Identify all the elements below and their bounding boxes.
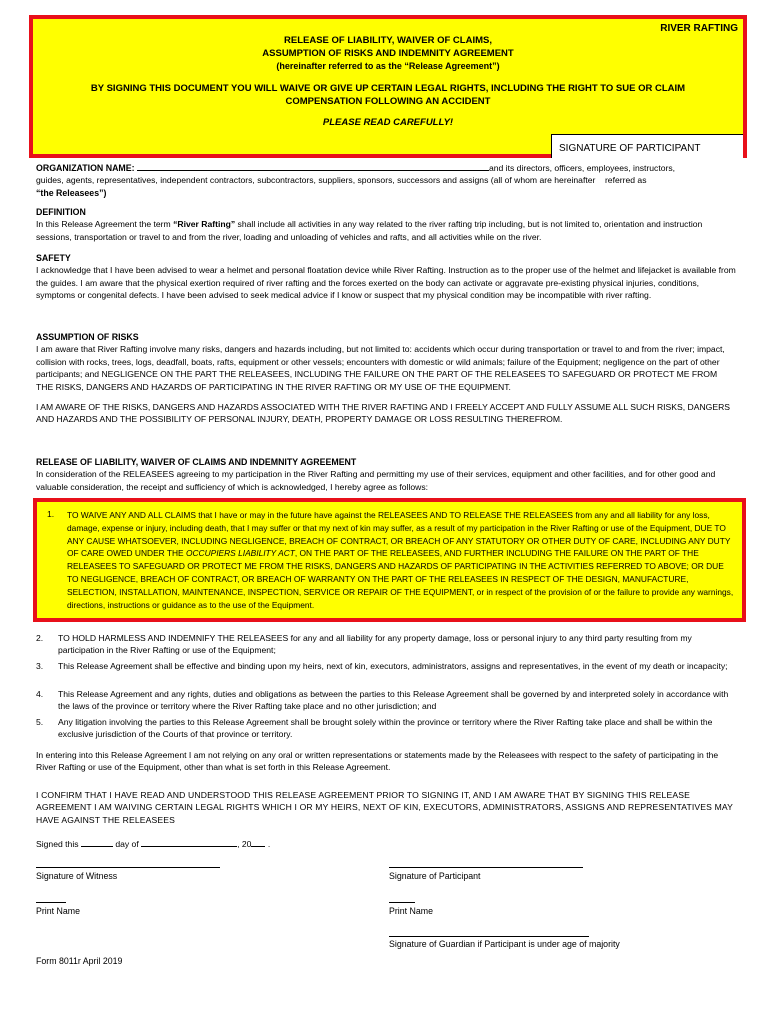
clause-3-number: 3.	[36, 661, 44, 671]
participant-signature-label: Signature of Participant	[389, 871, 481, 881]
signed-date-line	[36, 837, 736, 850]
clause-2	[36, 633, 736, 657]
entering-statement: In entering into this Release Agreement I am not relying on any oral or written representations or statements made by the Releasees with respect to the safety of participating in the River Rafting or use of the Equipment, other than what is set forth in this Release Agreement.	[36, 750, 719, 772]
guardian-signature-line[interactable]	[389, 936, 589, 937]
clause-1-act: OCCUPIERS LIABILITY ACT	[185, 548, 295, 559]
signed-month-field[interactable]	[141, 837, 237, 847]
safety-body: I acknowledge that I have been advised to wear a helmet and personal floatation device while River Rafting. Instruction as to the proper use of the helmet and lifejacket is available from the guides. I am aware that the physical exertion required of river rafting and the forces exerted on the body can activate or aggravate pre-existing physical injuries, conditions, symptoms or congenital defects. I have been advised to seek medical advice if I know or suspect that my physical condition may be incompatible with river rafting.	[36, 265, 736, 301]
activity-tag: RIVER RAFTING	[660, 23, 738, 34]
guardian-signature-label: Signature of Guardian if Participant is under age of majority	[389, 939, 620, 949]
risks-heading: ASSUMPTION OF RISKS	[36, 332, 139, 342]
signed-year-field[interactable]	[251, 837, 265, 847]
title-line-3: (hereinafter referred to as the “Release Agreement”)	[276, 61, 500, 71]
clause-4-number: 4.	[36, 689, 44, 699]
participant-signature-line[interactable]	[389, 867, 583, 868]
participant-signature-label: SIGNATURE OF PARTICIPANT	[559, 143, 701, 154]
clause-3-text: This Release Agreement shall be effective and binding upon my heirs, next of kin, executors, administrators, assigns and representatives, in the event of my death or incapacity;	[58, 661, 728, 671]
print-name-right-line[interactable]	[389, 902, 415, 903]
clause-3	[36, 661, 736, 673]
clause-1-number: 1.	[47, 509, 55, 519]
safety-heading: SAFETY	[36, 253, 71, 263]
print-name-left-line[interactable]	[36, 902, 66, 903]
title-line-1: RELEASE OF LIABILITY, WAIVER OF CLAIMS,	[284, 35, 492, 46]
signed-end-period: .	[267, 839, 271, 849]
form-title	[33, 35, 743, 73]
definition-heading: DEFINITION	[36, 207, 86, 217]
signed-day-field[interactable]	[81, 837, 113, 847]
title-line-2: ASSUMPTION OF RISKS AND INDEMNITY AGREEMENT	[262, 47, 514, 59]
clause-2-text: TO HOLD HARMLESS AND INDEMNIFY THE RELEASEES for any and all liability for any property damage, loss or personal injury to any third party resulting from my participation in the River Rafting or use of the Equipment;	[58, 633, 692, 655]
waiver-clause-box	[33, 498, 746, 622]
legal-warning: BY SIGNING THIS DOCUMENT YOU WILL WAIVE OR GIVE UP CERTAIN LEGAL RIGHTS, INCLUDING THE RIGHT TO SUE OR CLAIM COMPENSATION FOLLOWING AN ACCIDENT	[90, 83, 686, 107]
participant-signature-box[interactable]	[551, 134, 743, 158]
releasees-term: “the Releasees”)	[36, 187, 107, 198]
definition-pre: In this Release Agreement the term	[36, 219, 174, 230]
definition-section	[36, 206, 736, 243]
release-heading: RELEASE OF LIABILITY, WAIVER OF CLAIMS AND INDEMNITY AGREEMENT	[36, 457, 357, 467]
clause-5-number: 5.	[36, 717, 44, 727]
organization-section	[36, 161, 736, 199]
organization-text-3: referred as	[604, 175, 647, 186]
witness-signature-line[interactable]	[36, 867, 220, 868]
clause-4-text: This Release Agreement and any rights, duties and obligations as between the parties to this Release Agreement shall be governed by and interpreted solely in accordance with the laws of the province or territory where the River Rafting take place and no other jurisdiction; and	[58, 689, 729, 711]
clause-1-text	[67, 509, 734, 611]
print-name-left-label: Print Name	[36, 906, 80, 916]
definition-post: shall include all activities in any way related to the river rafting trip including, but is not limited to, orientation and instruction sessions, transportation or travel to and from the river, loading and unloading of vehicles and rafts, and all activities while on the river.	[36, 219, 703, 242]
witness-signature-label: Signature of Witness	[36, 871, 118, 881]
organization-text-1: and its directors, officers, employees, instructors,	[488, 163, 676, 173]
clause-1-pre: TO WAIVE ANY AND ALL CLAIMS that I have or may in the future have against the RELEASEES AND TO RELEASE THE RELEASEES from any and all liability for any loss, damage, expense or injury, including death, that I may suffer or that my next of kin may suffer, as a result of my participation in the River Rafting or use of the Equipment, DUE TO ANY CAUSE WHATSOEVER, INCLUDING NEGLIGENCE, BREACH OF CONTRACT, OR BREACH OF ANY STATUTORY OR OTHER DUTY OF CARE, INCLUDING ANY DUTY OF CARE OWED UNDER THE	[67, 510, 731, 559]
risks-section	[36, 331, 736, 426]
safety-section	[36, 252, 736, 302]
print-name-right-label: Print Name	[389, 906, 433, 916]
confirmation-statement: I CONFIRM THAT I HAVE READ AND UNDERSTOOD THIS RELEASE AGREEMENT PRIOR TO SIGNING IT, AND I AM AWARE THAT BY SIGNING THIS RELEASE AGREEMENT I AM WAIVING CERTAIN LEGAL RIGHTS WHICH I OR MY HEIRS, NEXT OF KIN, EXECUTORS, ADMINISTRATORS, ASSIGNS AND REPRESENTATIVES MAY HAVE AGAINST THE RELEASEES	[36, 790, 733, 825]
release-section	[36, 456, 736, 493]
release-body: In consideration of the RELEASEES agreeing to my participation in the River Rafting and permitting my use of their services, equipment and other facilities, and for other good and valuable consideration, the receipt and sufficiency of which is acknowledged, I hereby agree as follows:	[36, 469, 716, 492]
definition-term: “River Rafting”	[173, 219, 236, 230]
form-number: Form 8011r April 2019	[36, 956, 123, 966]
organization-text-2: guides, agents, representatives, independent contractors, subcontractors, suppliers, sponsors, successors and assigns (all of whom are hereinafter	[36, 175, 596, 186]
signed-this-label: Signed this	[36, 839, 79, 849]
risks-aware: I AM AWARE OF THE RISKS, DANGERS AND HAZARDS ASSOCIATED WITH THE RIVER RAFTING AND I FREELY ACCEPT AND FULLY ASSUME ALL SUCH RISKS, DANGERS AND HAZARDS AND THE POSSIBILITY OF PERSONAL INJURY, DEATH, PROPERTY DAMAGE OR LOSS RESULTING THEREFROM.	[36, 402, 731, 425]
clause-5-text: Any litigation involving the parties to this Release Agreement shall be brought solely within the province or territory where the River Rafting take place and shall be within the exclusive jurisdiction of the Courts of that province or territory.	[58, 717, 713, 739]
read-carefully-notice: PLEASE READ CAREFULLY!	[322, 117, 454, 128]
clause-4	[36, 689, 736, 713]
clause-2-number: 2.	[36, 633, 44, 643]
risks-body: I am aware that River Rafting involve many risks, dangers and hazards including, but not limited to: accidents which occur during transportation or travel to and from the river; impact, collision with rocks, trees, logs, deadfall, boats, rafts, equipment or other vessels; encounters with domestic or wild animals; failure of the Equipment; negligence on the part of other participants; and NEGLIGENCE ON THE PART THE RELEASEES, INCLUDING THE FAILURE ON THE PART OF THE RELEASEES TO SAFEGUARD OR PROTECT ME FROM THE RISKS, DANGERS AND HAZARDS OF PARTICIPATING IN THE RIVER RAFTING OR MY USE OF THE EQUIPMENT.	[36, 344, 725, 392]
clause-1-post: , ON THE PART OF THE RELEASEES, AND FURTHER INCLUDING THE FAILURE ON THE PART OF THE RELEASEES TO SAFEGUARD OR PROTECT ME FROM THE RISKS, DANGERS AND HAZARDS OF PARTICIPATING IN THE ACTIVITIES REFERRED TO ABOVE; OR DUE TO NEGLIGENCE, BREACH OF CONTRACT, OR BREACH OF WARRANTY ON THE PART OF THE RELEASEES IN RESPECT OF THE DESIGN, MANUFACTURE, SELECTION, INSTALLATION, MAINTENANCE, INSPECTION, SERVICE OR REPAIR OF THE EQUIPMENT, or in respect of the provision of or the failure to provide any warnings, directions, instructions or guidance as to the use of the Equipment.	[67, 548, 734, 610]
organization-name-field[interactable]	[137, 161, 489, 171]
clause-5	[36, 717, 736, 741]
year-prefix-label: , 20	[237, 839, 252, 849]
day-of-label: day of	[115, 839, 139, 849]
organization-label: ORGANIZATION NAME:	[36, 163, 135, 173]
header-box	[29, 15, 747, 158]
